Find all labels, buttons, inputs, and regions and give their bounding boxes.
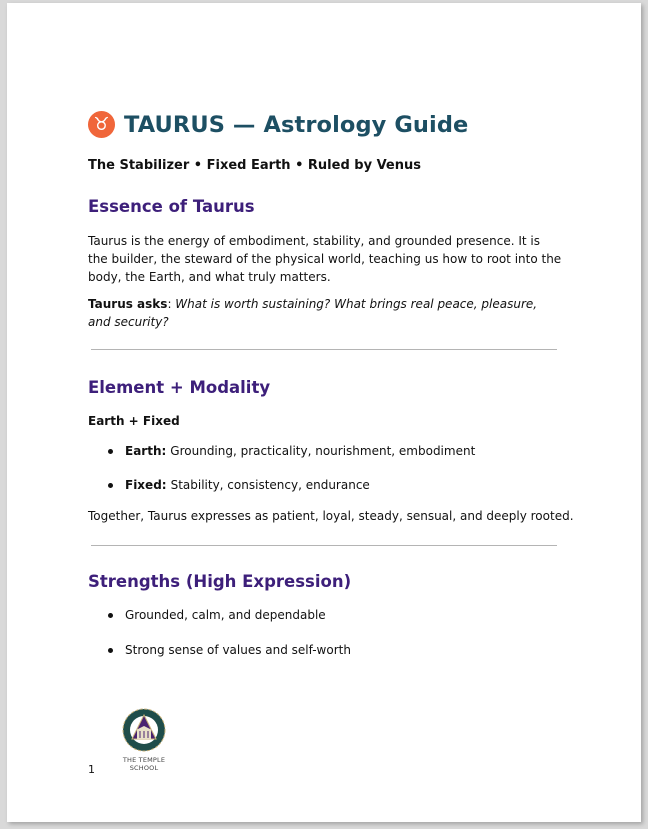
section-heading-essence: Essence of Taurus [88,197,255,216]
list-item [108,444,475,458]
list-item-text: Strong sense of values and self-worth [125,643,351,657]
divider [91,349,557,350]
page-subtitle: The Stabilizer • Fixed Earth • Ruled by Venus [88,158,421,173]
title-row [88,111,468,138]
list-item-text: Grounded, calm, and dependable [125,608,326,622]
list-item [108,608,326,622]
taurus-asks-label: Taurus asks [88,297,168,311]
list-item [108,643,351,657]
page-title: TAURUS — Astrology Guide [124,111,469,138]
document-page [7,3,641,822]
list-item-label: Fixed: [125,478,167,492]
list-item-label: Earth: [125,444,167,458]
section-heading-element-modality: Element + Modality [88,378,271,397]
temple-emblem-icon [122,708,166,752]
element-modality-summary: Together, Taurus expresses as patient, loyal, steady, sensual, and deeply rooted. [88,509,574,523]
section-heading-strengths: Strengths (High Expression) [88,572,352,591]
temple-school-logo [114,708,174,772]
element-modality-subheading: Earth + Fixed [88,414,180,428]
logo-text-line2: SCHOOL [129,764,159,772]
list-item-text: Grounding, practicality, nourishment, embodiment [170,444,476,458]
list-item [108,478,370,492]
divider [91,545,557,546]
taurus-asks-question: What is worth sustaining? What brings real peace, pleasure, and security? [88,297,538,329]
page-number: 1 [88,763,95,776]
taurus-symbol-icon: ♉ [88,111,115,138]
bullet-icon [108,613,113,618]
list-item-text: Stability, consistency, endurance [170,478,370,492]
taurus-asks [88,295,563,331]
bullet-icon [108,449,113,454]
bullet-icon [108,483,113,488]
essence-paragraph: Taurus is the energy of embodiment, stability, and grounded presence. It is the builder, the steward of the physical world, teaching us how to root into the body, the Earth, and what truly matters. [88,234,562,284]
colon: : [167,297,176,311]
logo-text-line1: THE TEMPLE [122,756,166,764]
bullet-icon [108,648,113,653]
